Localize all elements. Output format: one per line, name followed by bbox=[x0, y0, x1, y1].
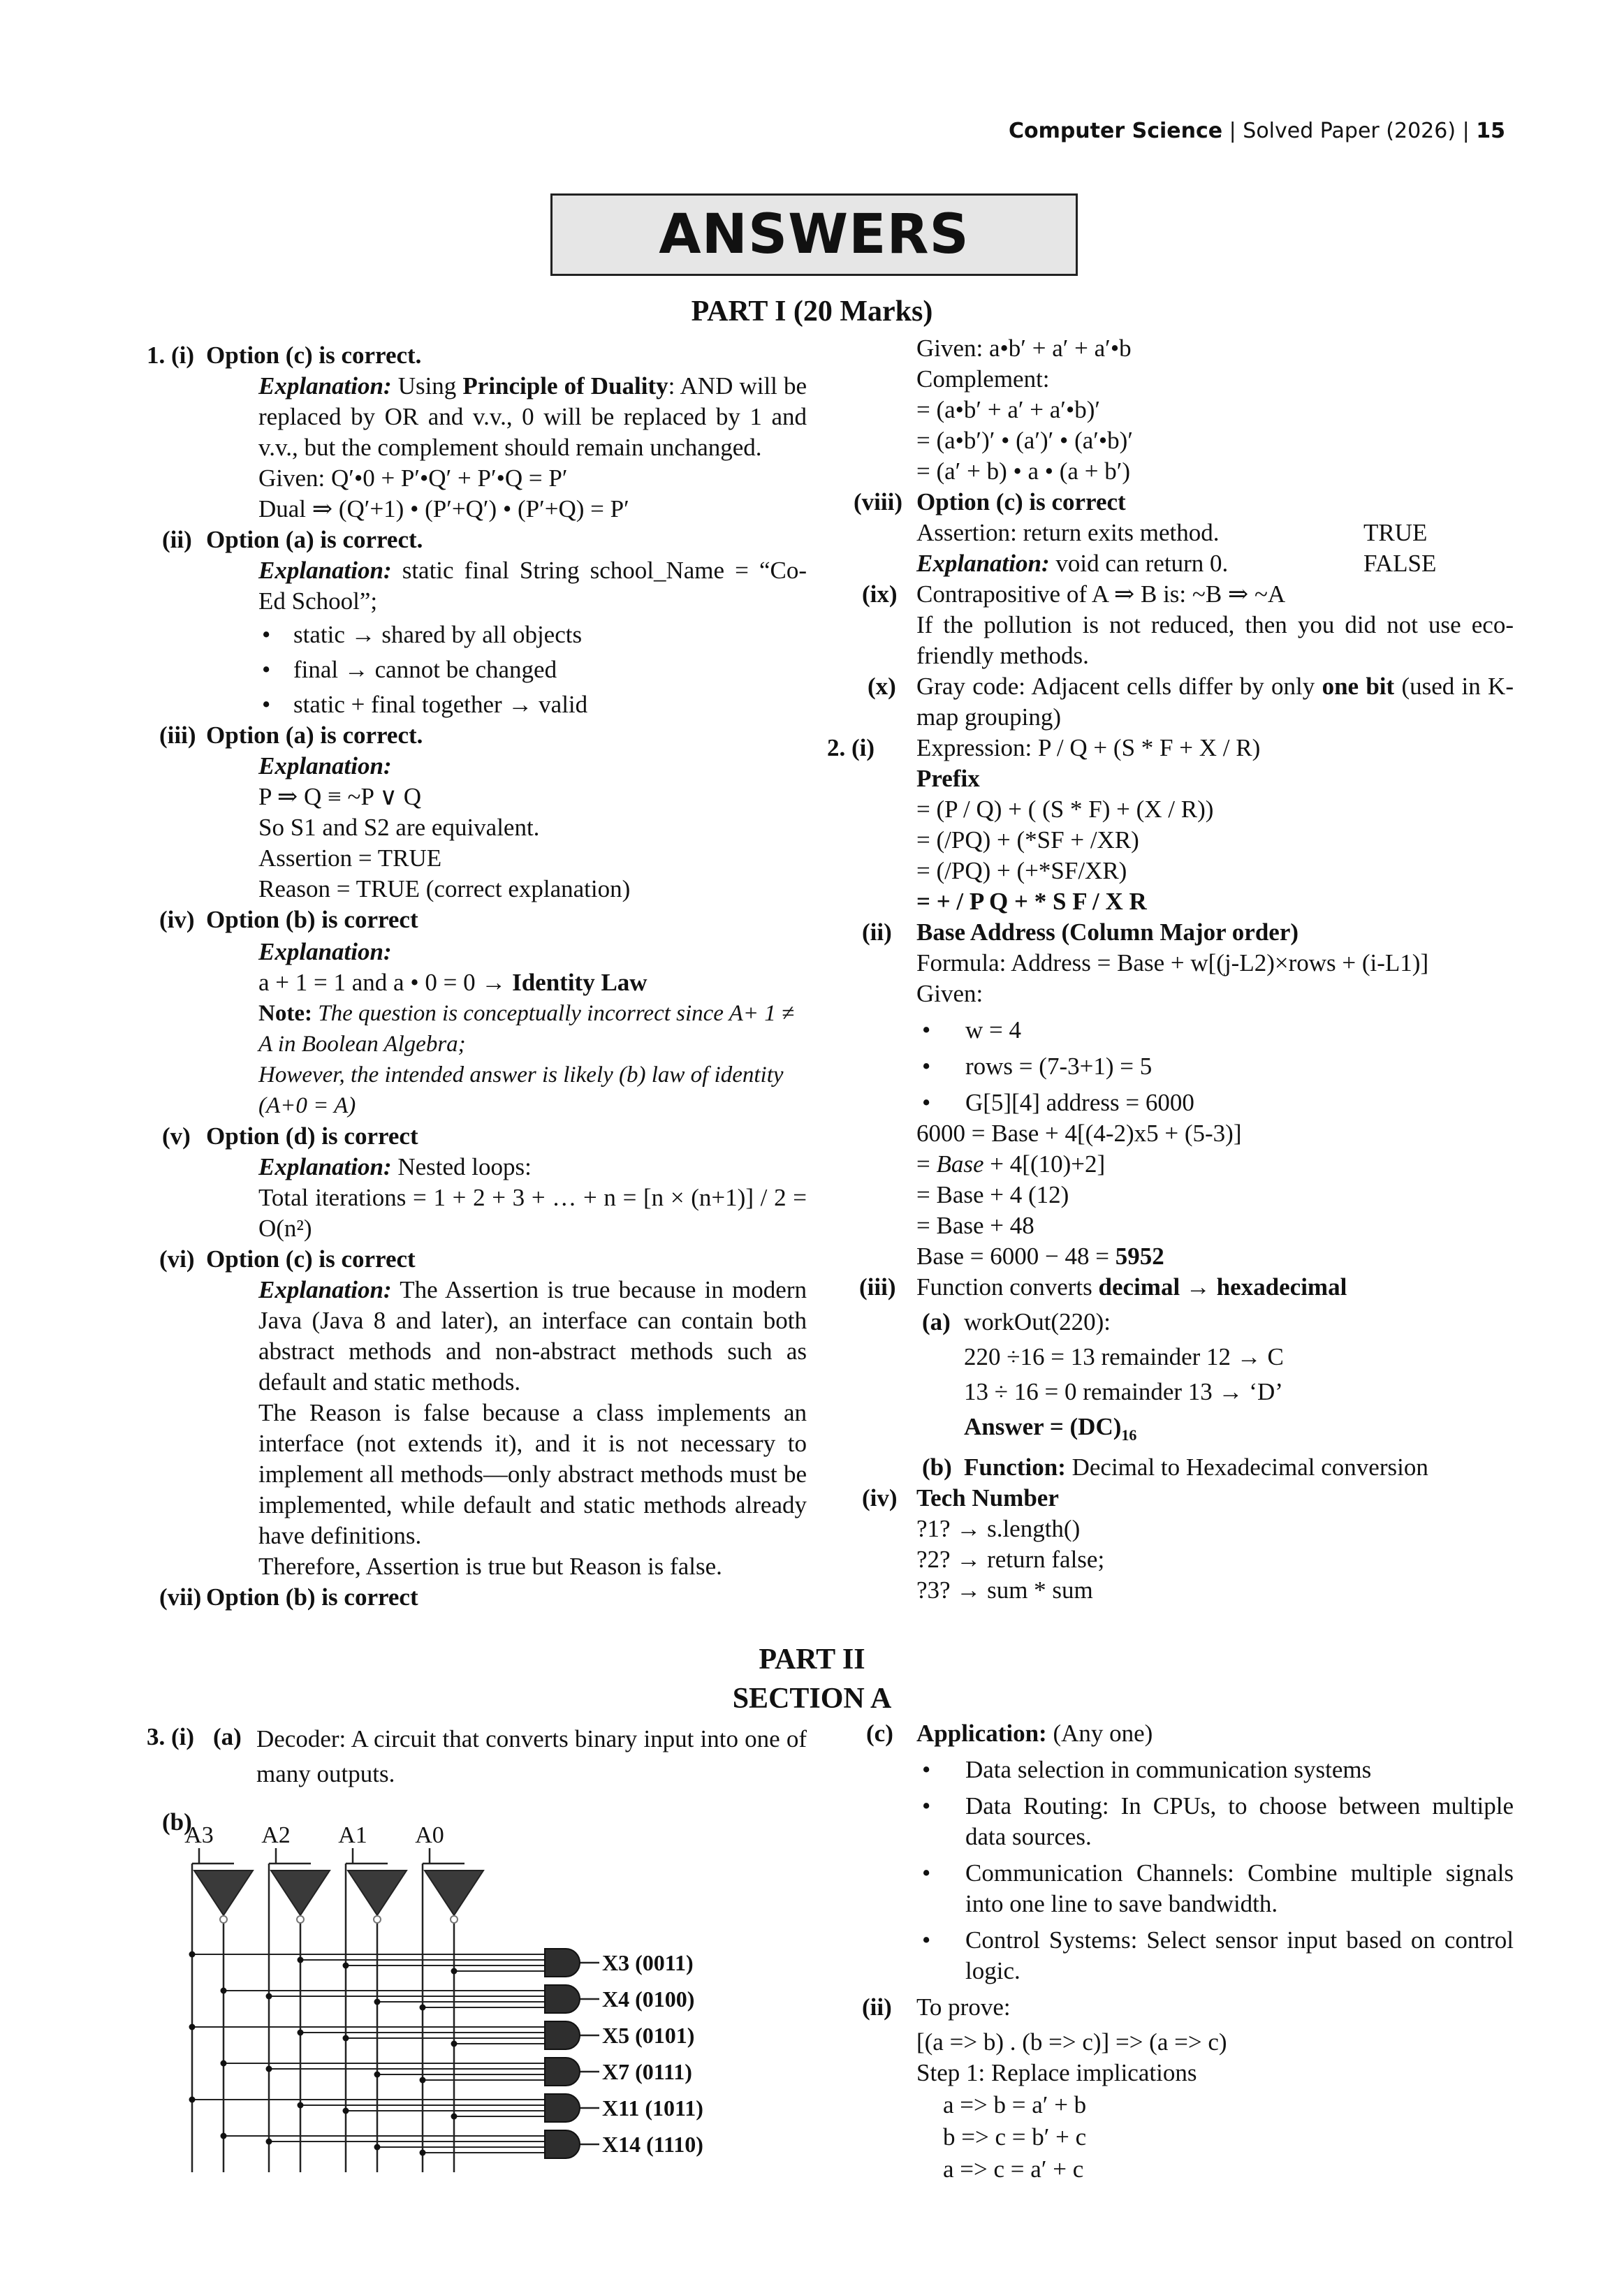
arrow: → bbox=[1180, 1273, 1217, 1301]
bold-term: Identity Law bbox=[512, 969, 648, 996]
decoder-circuit-diagram bbox=[154, 1816, 768, 2179]
output-labels bbox=[602, 1950, 703, 2157]
answer-subscript: 16 bbox=[1121, 1426, 1137, 1444]
page-header bbox=[1009, 119, 1505, 143]
text-line: Assertion = TRUE bbox=[258, 844, 442, 872]
explanation-text: static final String school_Name = “Co-Ed School”; bbox=[258, 557, 807, 615]
text-line: 13 ÷ 16 = 0 remainder 13 → ‘D’ bbox=[964, 1378, 1283, 1405]
answer-2-iii bbox=[854, 1272, 1514, 1483]
answer-head: Option (c) is correct bbox=[206, 1245, 416, 1273]
bullet-item: • static + final together → valid bbox=[203, 689, 807, 720]
decoder-definition: Decoder: A circuit that converts binary input into one of many outputs. bbox=[256, 1725, 807, 1787]
junction-dot bbox=[343, 1963, 349, 1969]
junction-dot bbox=[420, 2077, 426, 2084]
answer-3-i bbox=[147, 1722, 807, 1792]
text: Gray code: Adjacent cells differ by only bbox=[916, 673, 1322, 700]
text-line: ?1? → s.length() bbox=[916, 1515, 1081, 1542]
and-gate bbox=[545, 2130, 580, 2158]
bold-term: one bit bbox=[1322, 673, 1395, 700]
answer-1-ix bbox=[854, 579, 1514, 671]
text-line: P ⇒ Q ≡ ~P ∨ Q bbox=[258, 783, 422, 810]
question-number: (ix) bbox=[862, 580, 898, 608]
question-number: (v) bbox=[162, 1122, 191, 1150]
text-line bbox=[916, 1718, 1514, 1749]
answer-head: Base Address (Column Major order) bbox=[916, 918, 1299, 946]
text-line: ?3? → sum * sum bbox=[916, 1576, 1093, 1604]
answers-title-box: ANSWERS bbox=[550, 193, 1078, 276]
answer-1-iii bbox=[147, 720, 807, 905]
text-line bbox=[203, 967, 807, 998]
part-label: (b) bbox=[922, 1454, 952, 1481]
text-line: a => c = a′ + c bbox=[943, 2155, 1084, 2183]
answer-1-ii bbox=[147, 525, 807, 720]
output-label: X4 (0100) bbox=[602, 1986, 695, 2012]
junction-dot bbox=[266, 2066, 272, 2072]
question-number: (iii) bbox=[159, 722, 196, 749]
junction-dot bbox=[221, 2060, 227, 2067]
answer-3-i-c bbox=[854, 1718, 1514, 1986]
explanation-text-2: : AND will be replaced by OR and v.v., 0 will be replaced by 1 and v.v., but the complement should remain unchanged. bbox=[258, 372, 807, 461]
italic-term: Base bbox=[936, 1150, 984, 1178]
not-gate-a3 bbox=[194, 1871, 253, 1915]
text-line: = Base + 4 (12) bbox=[916, 1181, 1069, 1208]
answer-head: Option (c) is correct. bbox=[206, 342, 422, 369]
question-number: (iv) bbox=[159, 906, 195, 933]
note-label: Note: bbox=[258, 1001, 312, 1026]
explanation bbox=[203, 1275, 807, 1398]
and-gate bbox=[545, 1949, 580, 1977]
answer-head: Option (a) is correct. bbox=[206, 722, 423, 749]
bullet-item: • w = 4 bbox=[916, 1015, 1514, 1046]
text-line: b => c = b′ + c bbox=[943, 2123, 1087, 2151]
junction-dot bbox=[266, 2139, 272, 2145]
left-column-part1 bbox=[147, 340, 807, 1613]
text-line bbox=[916, 1272, 1514, 1303]
paragraph: Therefore, Assertion is true but Reason is false. bbox=[258, 1553, 722, 1580]
explanation bbox=[203, 555, 807, 617]
not-bubble bbox=[374, 1916, 381, 1923]
text-line: Contrapositive of A ⇒ B is: ~B ⇒ ~A bbox=[916, 580, 1286, 608]
explanation-label: Explanation: bbox=[258, 938, 392, 965]
junction-dot bbox=[451, 2114, 458, 2120]
text-line: = (a•b′)′ • (a′)′ • (a′•b)′ bbox=[916, 427, 1133, 454]
text-line: So S1 and S2 are equivalent. bbox=[258, 814, 540, 841]
bold-term: Function: bbox=[964, 1454, 1066, 1481]
text-line: If the pollution is not reduced, then you did not use eco-friendly methods. bbox=[916, 611, 1514, 669]
answer-1-v bbox=[147, 1121, 807, 1244]
assertion-value: TRUE bbox=[1363, 519, 1428, 546]
output-label: X7 (0111) bbox=[602, 2059, 692, 2084]
answer-1-i bbox=[147, 340, 807, 525]
answer-1-viii bbox=[854, 487, 1514, 579]
explanation-text: Using bbox=[391, 372, 463, 400]
answer-1-x bbox=[854, 671, 1514, 733]
answer-head: Option (a) is correct. bbox=[206, 526, 423, 553]
text-line: = Base + 48 bbox=[916, 1212, 1034, 1239]
explanation bbox=[203, 371, 807, 463]
part2-heading: PART II bbox=[759, 1644, 865, 1676]
question-number: (iv) bbox=[862, 1484, 898, 1511]
text-line: = (a′ + b) • a • (a + b′) bbox=[916, 457, 1131, 485]
input-label-a1: A1 bbox=[338, 1822, 367, 1848]
output-label: X14 (1110) bbox=[602, 2132, 703, 2157]
junction-dot bbox=[298, 1957, 304, 1963]
junction-dot bbox=[221, 1988, 227, 1994]
answer-2-ii bbox=[854, 917, 1514, 1272]
text: + 4[(10)+2] bbox=[983, 1150, 1106, 1178]
text-line: a => b = a′ + b bbox=[943, 2091, 1087, 2118]
note bbox=[203, 998, 807, 1060]
junction-dot bbox=[374, 2072, 381, 2078]
text-line: workOut(220): bbox=[964, 1308, 1111, 1335]
output-label: X5 (0101) bbox=[602, 2023, 695, 2048]
question-number: (vi) bbox=[159, 1245, 195, 1273]
text-line: = (P / Q) + ( (S * F) + (X / R)) bbox=[916, 796, 1214, 823]
header-subject: Computer Science bbox=[1008, 119, 1223, 143]
text-line: 6000 = Base + 4[(4-2)x5 + (5-3)] bbox=[916, 1120, 1242, 1147]
junction-dot bbox=[420, 2005, 426, 2011]
answer-head: Tech Number bbox=[916, 1484, 1059, 1511]
text-line: Step 1: Replace implications bbox=[916, 2059, 1197, 2086]
paragraph: The Reason is false because a class implements an interface (not extends it), and it is not necessary to implement all methods—only abstract methods must be implemented, while default and static methods already have definitions. bbox=[258, 1399, 807, 1549]
bullet-item: • Data selection in communication systems bbox=[916, 1755, 1514, 1785]
bullet-item: • Data Routing: In CPUs, to choose between multiple data sources. bbox=[916, 1791, 1514, 1852]
right-column-part1 bbox=[827, 333, 1514, 1606]
text: (Any one) bbox=[1046, 1720, 1153, 1747]
subheading: Prefix bbox=[916, 765, 980, 792]
answer-1-vi bbox=[147, 1244, 807, 1582]
question-number: (ii) bbox=[862, 1993, 892, 2021]
answer-3-ii bbox=[854, 1992, 1514, 2185]
explanation-label: Explanation: bbox=[258, 1276, 392, 1303]
circuit-gates bbox=[194, 1871, 580, 2158]
bullet-item: • static → shared by all objects bbox=[203, 620, 807, 650]
explanation-label: Explanation: bbox=[258, 1153, 392, 1180]
reason-value: FALSE bbox=[1363, 550, 1437, 577]
question-number: (x) bbox=[868, 673, 896, 700]
reason-text: void can return 0. bbox=[1049, 550, 1229, 577]
explanation-text: Nested loops: bbox=[391, 1153, 532, 1180]
explanation-label: Explanation: bbox=[258, 372, 392, 400]
text-line: = (a•b′ + a′ + a′•b)′ bbox=[916, 396, 1101, 423]
text-line: To prove: bbox=[916, 1993, 1011, 2021]
text: Function converts bbox=[916, 1273, 1099, 1301]
bullet-item: • Control Systems: Select sensor input based on control logic. bbox=[916, 1925, 1514, 1986]
bullet-item: • final → cannot be changed bbox=[203, 654, 807, 685]
bold-term: hexadecimal bbox=[1216, 1273, 1347, 1301]
junction-dot bbox=[451, 1968, 458, 1975]
not-bubble bbox=[451, 1916, 458, 1923]
junction-dot bbox=[374, 2144, 381, 2151]
not-bubble bbox=[220, 1916, 227, 1923]
header-separator: | bbox=[1222, 119, 1243, 143]
answer-head: Option (b) is correct bbox=[206, 1583, 418, 1611]
text: = bbox=[916, 1150, 937, 1178]
text: a + 1 = 1 and a • 0 = 0 → bbox=[258, 969, 513, 996]
text: Decimal to Hexadecimal conversion bbox=[1065, 1454, 1428, 1481]
input-label-a3: A3 bbox=[184, 1822, 214, 1848]
text-line: Expression: P / Q + (S * F + X / R) bbox=[916, 734, 1261, 761]
question-number: (vii) bbox=[159, 1583, 202, 1611]
text-line: Total iterations = 1 + 2 + 3 + … + n = [n × (n+1)] / 2 = O(n²) bbox=[258, 1184, 807, 1242]
question-number: (c) bbox=[866, 1720, 893, 1747]
junction-dot bbox=[189, 2024, 196, 2030]
dual-line: Dual ⇒ (Q′+1) • (P′+Q′) • (P′+Q) = P′ bbox=[258, 495, 629, 522]
text-line: 220 ÷16 = 13 remainder 12 → C bbox=[964, 1343, 1284, 1370]
and-gate bbox=[545, 2094, 580, 2122]
text-line: Given: a•b′ + a′ + a′•b bbox=[916, 335, 1132, 362]
output-label: X3 (0011) bbox=[602, 1950, 694, 1975]
question-number: 2. (i) bbox=[827, 734, 875, 761]
bullet-item: • G[5][4] address = 6000 bbox=[916, 1088, 1514, 1118]
junction-dot bbox=[343, 2035, 349, 2042]
answer-head: Option (c) is correct bbox=[916, 488, 1126, 515]
not-gate-a1 bbox=[348, 1871, 407, 1915]
assertion-row bbox=[916, 518, 1514, 548]
part-a bbox=[916, 1307, 1514, 1451]
answer-line bbox=[964, 1412, 1514, 1451]
text-line: ?2? → return false; bbox=[916, 1546, 1105, 1573]
explanation-label: Explanation: bbox=[258, 557, 392, 584]
part1-heading: PART I (20 Marks) bbox=[691, 295, 933, 328]
and-gate bbox=[545, 2021, 580, 2049]
junction-dot bbox=[266, 1993, 272, 2000]
bold-term: Application: bbox=[916, 1720, 1047, 1747]
part-label-b: (b) bbox=[162, 1808, 192, 1836]
junction-dot bbox=[420, 2150, 426, 2156]
junction-dot bbox=[451, 2041, 458, 2047]
header-paper: Solved Paper (2026) bbox=[1243, 119, 1456, 143]
answer-2-i bbox=[827, 733, 1514, 917]
junction-dot bbox=[298, 2102, 304, 2109]
question-number: (viii) bbox=[854, 488, 902, 515]
note-text: The question is conceptually incorrect since A+ 1 ≠ A in Boolean Algebra; bbox=[258, 1001, 795, 1057]
explanation-text: The Assertion is true because in modern Java (Java 8 and later), an interface can contain both abstract methods and non-abstract methods such as default and static methods. bbox=[258, 1276, 807, 1396]
answer-1-vii bbox=[147, 1582, 807, 1613]
formula-line: Formula: Address = Base + w[(j-L2)×rows + (i-L1)] bbox=[916, 949, 1429, 976]
note-text-2: However, the intended answer is likely (b) law of identity (A+0 = A) bbox=[258, 1062, 784, 1118]
not-bubble bbox=[297, 1916, 304, 1923]
question-number: (ii) bbox=[162, 526, 192, 553]
bold-term: Principle of Duality bbox=[462, 372, 668, 400]
bullet-item: • Communication Channels: Combine multiple signals into one line to save bandwidth. bbox=[916, 1858, 1514, 1919]
and-gate bbox=[545, 2058, 580, 2086]
text-line: = (/PQ) + (*SF + /XR) bbox=[916, 826, 1139, 854]
not-gate-a2 bbox=[271, 1871, 330, 1915]
explanation-label: Explanation: bbox=[258, 752, 392, 779]
question-number: 1. (i) bbox=[147, 342, 195, 369]
right-column-section-a bbox=[854, 1718, 1514, 2185]
text-line bbox=[916, 1241, 1514, 1272]
section-a-heading: SECTION A bbox=[732, 1683, 892, 1715]
part-b bbox=[916, 1452, 1514, 1483]
junction-dot bbox=[343, 2108, 349, 2114]
input-labels bbox=[184, 1822, 444, 1848]
junction-dot bbox=[189, 1952, 196, 1958]
text-line: = (/PQ) + (+*SF/XR) bbox=[916, 857, 1127, 884]
question-number: (iii) bbox=[859, 1273, 896, 1301]
explanation-label: Explanation: bbox=[916, 550, 1050, 577]
reason-row bbox=[916, 548, 1514, 579]
text: (used in K-map grouping) bbox=[916, 673, 1514, 731]
result-value: 5952 bbox=[1115, 1243, 1164, 1270]
circuit-wires bbox=[189, 1848, 600, 2172]
text-line: Given: bbox=[916, 980, 983, 1007]
junction-dot bbox=[298, 2030, 304, 2036]
text-line: Complement: bbox=[916, 365, 1050, 393]
explanation bbox=[203, 1152, 807, 1183]
junction-dot bbox=[189, 2097, 196, 2103]
text: Base = 6000 − 48 = bbox=[916, 1243, 1115, 1270]
page-number: 15 bbox=[1476, 119, 1505, 143]
not-gate-a0 bbox=[425, 1871, 483, 1915]
text-line bbox=[916, 1149, 1514, 1180]
answer-1-iv bbox=[147, 905, 807, 1121]
answer-2-iv bbox=[854, 1483, 1514, 1606]
text-line: [(a => b) . (b => c)] => (a => c) bbox=[916, 2028, 1227, 2056]
question-number: (ii) bbox=[862, 918, 892, 946]
bold-term: decimal bbox=[1098, 1273, 1180, 1301]
text-line: Reason = TRUE (correct explanation) bbox=[258, 875, 631, 902]
assertion-text: Assertion: return exits method. bbox=[916, 519, 1220, 546]
bullet-item: • rows = (7-3+1) = 5 bbox=[916, 1051, 1514, 1082]
given-line: Given: Q′•0 + P′•Q′ + P′•Q = P′ bbox=[258, 464, 568, 492]
question-number: 3. (i) bbox=[147, 1723, 195, 1750]
input-label-a2: A2 bbox=[261, 1822, 291, 1848]
answer-head: Option (d) is correct bbox=[206, 1122, 418, 1150]
output-label: X11 (1011) bbox=[602, 2095, 703, 2121]
junction-dot bbox=[374, 1999, 381, 2005]
input-label-a0: A0 bbox=[415, 1822, 444, 1848]
junction-dot bbox=[221, 2133, 227, 2139]
part-label: (a) bbox=[922, 1308, 951, 1335]
answer-head: Option (b) is correct bbox=[206, 906, 418, 933]
part-label: (a) bbox=[213, 1723, 242, 1750]
and-gate bbox=[545, 1985, 580, 2013]
answer-text: Answer = (DC) bbox=[964, 1413, 1122, 1440]
result-line: = + / P Q + * S F / X R bbox=[916, 888, 1147, 915]
header-separator-2: | bbox=[1456, 119, 1477, 143]
